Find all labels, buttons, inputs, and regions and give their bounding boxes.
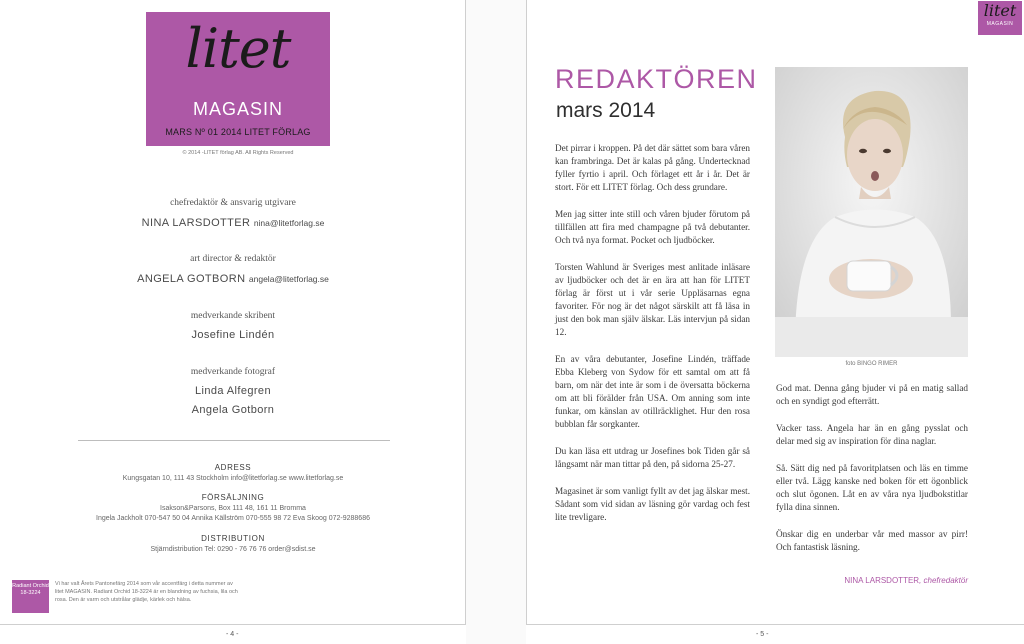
page-number-left: - 4 - [226,631,239,638]
forsaljning-line: Isakson&Parsons, Box 111 48, 161 11 Bromma [160,505,306,512]
credit-name-text: ANGELA GOTBORN [137,273,246,285]
signature-role: , chefredaktör [919,576,968,585]
spread-gutter [466,0,526,644]
article-paragraph: Önskar dig en underbar vår med massor av pirr! Och fantastisk läsning. [776,529,968,552]
logo-wordmark: litet [185,17,291,80]
credit-email[interactable]: angela@litetforlag.se [248,274,329,284]
credit-name-text: NINA LARSDOTTER [141,217,251,229]
article-paragraph: God mat. Denna gång bjuder vi på en matig sallad och en syndigt god efterrätt. [776,383,968,406]
credit-name [0,217,466,229]
credit-role: chefredaktör & ansvarig utgivare [170,198,296,208]
adress-heading: ADRESS [214,463,252,472]
article-column-right [776,382,968,568]
editor-signature [776,576,968,585]
article-paragraph: Vacker tass. Angela har än en gång pysslat och delar med sig av inspiration för dina naglar. [776,423,968,446]
credit-name: Angela Gotborn [191,404,275,416]
divider-rule [78,440,390,441]
swatch-description: Vi har valt Årets Pantonefärg 2014 som vår accentfärg i detta nummer av litet MAGASIN. Radiant Orchid 18-3224 är en blandning av fuchsia, lila och rosa. Den är varm och utstrålar glädje, kärlek och hälsa. [55,581,238,603]
article-paragraph: En av våra debutanter, Josefine Lindén, träffade Ebba Kleberg von Sydow för ett samtal om att få barn, om när det inte är som i de översatta böckerna om att bli förälder från USA. Om anning som inte funkar, om känslan av otillräcklighet. Hur den rosa bubblan får sorgkanter. [555,354,750,429]
photo-caption: foto BINGO RIMER [845,361,898,367]
article-paragraph: Torsten Wahlund är Sveriges mest anlitade inläsare av ljudböcker och det är en ära att han för LITET förlag är först ut i vår serie Uppläsarnas egna favoriter. För nog är det något särskilt att få läsa in just den bok man själv älskar. Läs intervjun på sidan 12. [555,262,750,337]
credit-role: medverkande skribent [190,311,276,321]
credit-name [0,273,466,285]
issue-line: MARS Nº 01 2014 LITET FÖRLAG [165,127,311,137]
adress-line: Kungsgatan 10, 111 43 Stockholm info@litetforlag.se www.litetforlag.se [122,475,344,482]
corner-logo [978,1,1022,35]
page-subtitle: mars 2014 [556,99,656,122]
signature-name: NINA LARSDOTTER [844,576,920,585]
article-paragraph: Du kan läsa ett utdrag ur Josefines bok Tiden går så långsamt när man tittar på den, på sidorna 25-27. [555,446,750,469]
article-paragraph: Magasinet är som vanligt fyllt av det jag älskar mest. Sådant som vid sidan av läsning gör vardag och fest lite trevligare. [555,486,750,522]
credit-role: art director & redaktör [190,254,276,264]
article-paragraph: Det pirrar i kroppen. På det där sättet som bara våren kan frambringa. Det är kalas på gång. Undertecknad fyller fyrtio i april. Och förlaget ett år i år. Det är stort. För ett LITET förlag. Och dess grundare. [555,143,750,192]
distribution-heading: DISTRIBUTION [201,534,265,543]
corner-logo-wordmark: litet [983,1,1017,20]
article-paragraph: Så. Sätt dig ned på favoritplatsen och läs en timme eller två. Lägg kanske ned boken för ett ögonblick och slut ögonen. Låt en av våra nya ljudbokstitlar fylla dina sinnen. [776,463,968,512]
forsaljning-line: Ingela Jackholt 070-547 50 04 Annika Källström 070-555 98 72 Eva Skoog 072-9288686 [96,515,370,522]
credit-name: Josefine Lindén [191,329,275,341]
editor-photo [775,67,968,357]
left-page [0,0,466,625]
copyright-note: © 2014 -LITET förlag AB. All Rights Reserved [182,150,294,156]
forsaljning-heading: FÖRSÄLJNING [201,493,265,502]
page-number-right: - 5 - [756,631,769,638]
credit-role: medverkande fotograf [190,367,276,377]
logo-magasin: MAGASIN [192,99,283,119]
color-swatch: Radiant Orchid 18-3224 [12,580,49,613]
editor-photo-illustration [775,67,968,357]
corner-logo-magasin: MAGASIN [986,21,1014,27]
credit-email[interactable]: nina@litetforlag.se [253,218,325,228]
article-column-left [555,142,750,538]
distribution-line: Stjärndistribution Tel: 0290 - 76 76 76 order@sdist.se [150,546,316,553]
article-paragraph: Men jag sitter inte still och våren bjuder förutom på tillfällen att fira med champagne på två debutanter. Och två nya format. Pocket och ljudböcker. [555,209,750,245]
page-title: REDAKTÖREN [555,64,758,94]
credit-name: Linda Alfegren [195,385,271,397]
magazine-logo [146,12,330,146]
